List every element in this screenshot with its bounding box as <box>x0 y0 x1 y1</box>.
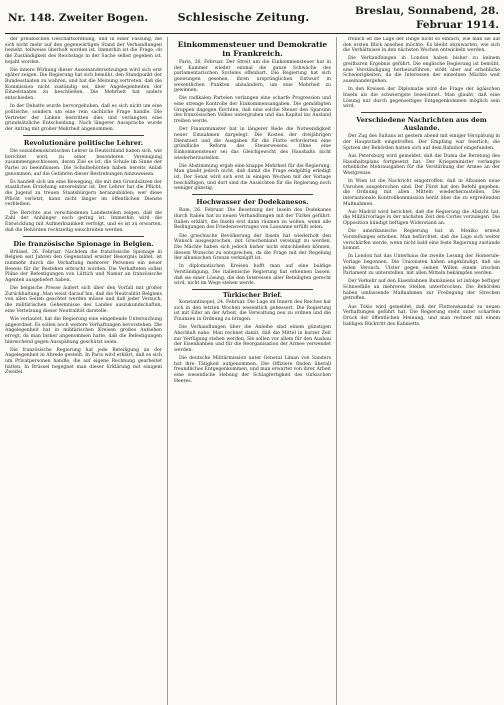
column-middle <box>174 37 337 705</box>
paragraph: Die Berichte aus verschiedenen Landesteilen zeigen, daß die Zahl der Anhänger noch gering ist. Immerhin wird die Entwicklung mit Aufmerksamkeit verfolgt, und es ist zu erwarten, daß die Behörden rechtzeitig einschreiten werden. <box>5 210 162 233</box>
paragraph: Rom, 26. Februar. Die Besetzung der Inseln des Dodekanes durch Italien hat zu neuen Verhandlungen mit der Türkei geführt. Italien erklärt, die Inseln erst dann räumen zu wollen, wenn alle Bedingungen des Friedensvertrages von Lausanne erfüllt seien. <box>174 208 331 231</box>
article-heading: Verschiedene Nachrichten aus dem Auslande. <box>356 116 487 133</box>
paragraph: Konstantinopel, 24. Februar. Die Lage im Innern des Reiches hat sich in den letzten Wochen wesentlich gebessert. Die Regierung ist mit Eifer an der Arbeit, die Verwaltung neu zu ordnen und die Finanzen in Ordnung zu bringen. <box>174 300 331 323</box>
masthead <box>5 4 500 32</box>
paragraph: Die belgische Presse äußert sich über den Vorfall mit großer Zurückhaltung. Man weist darauf hin, daß die Neutralität Belgiens von allen Seiten geachtet werden müsse und daß jeder Versuch, die militärischen Geheimnisse des Landes auszukundschaften, eine Verletzung dieser Neutralität darstelle. <box>5 286 162 314</box>
paragraph: Die Abstimmung ergab eine knappe Mehrheit für die Regierung. Man glaubt jedoch nicht, daß damit die Frage endgültig erledigt ist. Der Senat wird sich erst in einigen Wochen mit der Vorlage beschäftigen, und dort sind die Aussichten für die Regierung noch weniger günstig. <box>174 163 331 192</box>
article-heading: Einkommensteuer und Demokratie in Frankreich. <box>177 40 328 58</box>
paragraph: Paris, 26. Februar. Der Streit um die Einkommensteuer hat in der Kammer wieder einmal die ganze Schwäche des parlamentarischen Systems offenbart. Die Regierung hat sich gezwungen gesehen, ihren ursprünglichen Entwurf in wesentlichen Punkten abzuändern, um eine Mehrheit zu gewinnen. <box>174 60 331 94</box>
article-heading: Hochwasser der Dodekanesos. <box>196 198 309 207</box>
paragraph: Der Zug des Sultans ist gestern abend mit einiger Verspätung in der Hauptstadt eingetroffen. Der Empfang war feierlich; die Spitzen der Behörden hatten sich auf dem Bahnhof eingefunden. <box>343 134 500 151</box>
paragraph: Aus Madrid wird berichtet, daß die Regierung die Absicht hat, die Militärvorlage in der nächsten Zeit den Cortes vorzulegen. Die Opposition kündigt heftigen Widerstand an. <box>343 209 500 227</box>
paragraph: Die innere Wirkung dieser Auseinandersetzungen wird sich erst später zeigen. Die Regierung hat sich bemüht, den Standpunkt der Bundesstaaten zu wahren, und hat die Meinung vertreten, daß die Kommission nicht zuständig sei, über Angelegenheiten der Einzelstaaten zu beschließen. Die Mehrheit hat anders entschieden. <box>5 67 162 102</box>
columns <box>5 37 500 705</box>
paragraph: Der Finanzminister hat in längerer Rede die Notwendigkeit neuer Einnahmen dargelegt. Die Kosten der dreijährigen Dienstzeit und die Ausgaben für die Flotte erforderten eine gründliche Reform des Steuerwesens. Ohne eine Einkommensteuer sei das Gleichgewicht des Haushalts nicht wiederherzustellen. <box>174 127 331 161</box>
article-heading: Die französische Spionage in Belgien. <box>13 239 154 248</box>
paragraph: Die französische Regierung hat jede Beteiligung an der Angelegenheit in Abrede gestellt. In Paris wird erklärt, daß es sich um Privatpersonen handle, die auf eigene Rechnung gearbeitet hätten. In Brüssel begegnet man dieser Erklärung mit einigem Zweifel. <box>5 347 162 376</box>
article-heading: Revolutionäre politische Lehrer. <box>23 139 144 147</box>
paragraph: In den Kreisen der Diplomatie wird die Frage der ägäischen Inseln als die schwierigste bezeichnet. Man glaubt, daß eine Lösung nur durch gegenseitiges Entgegenkommen möglich sein wird. <box>343 87 500 110</box>
paragraph: der preußischen Geschäftsordnung, und in einer Fassung, die sich nicht mehr auf den gegenwärtigen Stand der Verhandlungen bezieht, teilweise überholt worden ist. Immerhin ist die Frage, ob die Zuständigkeit des Reichstags in der Sache selbst gegeben ist, bejaht worden. <box>5 37 162 65</box>
paragraph: Die Verhandlungen in London haben bisher zu keinem greifbaren Ergebnis geführt. Die englische Regierung ist bemüht, eine Verständigung herbeizuführen, stößt aber auf erhebliche Schwierigkeiten, da die Interessen der einzelnen Mächte weit auseinandergehen. <box>343 56 500 85</box>
paragraph: Der Verkehr auf den Eisenbahnen Rumäniens ist infolge heftiger Schneefälle an mehreren Stellen unterbrochen. Die Behörden haben umfassende Maßnahmen zur Freilegung der Strecken getroffen. <box>343 279 500 302</box>
paragraph: Die amerikanische Regierung hat in Mexiko erneut Vorstellungen erhoben. Man befürchtet, daß die Lage sich weiter verschärfen werde, wenn nicht bald eine feste Regierung zustande kommt. <box>343 229 500 252</box>
paragraph: Die radikalen Parteien verlangen eine scharfe Progression und eine strenge Kontrolle der Einkommensangaben. Die gemäßigten Gruppen dagegen fürchten, daß eine solche Steuer den Sparsinn des französischen Volkes untergraben und das Kapital ins Ausland treiben werde. <box>174 96 331 125</box>
paragraph: In diplomatischen Kreisen hofft man auf eine baldige Verständigung. Die italienische Regierung hat erkennen lassen, daß sie einer Lösung, die den Interessen aller Beteiligten gerecht wird, nicht im Wege stehen werde. <box>174 264 331 287</box>
paragraph: Es handelt sich um eine Bewegung, die mit den Grundsätzen der staatlichen Erziehung unvereinbar ist. Der Lehrer hat die Pflicht, die Jugend zu treuen Staatsbürgern heranzubilden; wer diese Pflicht verletzt, kann nicht länger im öffentlichen Dienste verbleiben. <box>5 179 162 208</box>
paragraph: In Wien ist die Nachricht eingetroffen, daß in Albanien neue Unruhen ausgebrochen sind. Der Fürst hat den Befehl gegeben, die Ordnung mit allen Mitteln wiederherzustellen. Die internationale Kontrollkommission berät über die zu ergreifenden Maßnahmen. <box>343 178 500 207</box>
place-date: Breslau, Sonnabend, 28. Februar 1914. <box>355 5 499 31</box>
divider <box>192 194 313 195</box>
paragraph: Brüssel, 26. Februar. Nachdem die französische Spionage in Belgien seit Jahren den Gegenstand ernster Besorgnis bildet, ist nunmehr durch die Verhaftung mehrerer Personen ein neuer Beweis für ihr Bestehen erbracht worden. Die Verhafteten sollen Pläne der Befestigungen von Lüttich und Namur an französische Agenten ausgeliefert haben. <box>5 249 162 283</box>
masthead-rule <box>5 33 500 34</box>
divider <box>23 236 144 237</box>
paragraph: Aus Tokio wird gemeldet, daß der Flottenskandal zu neuen Verhaftungen geführt hat. Die Regierung steht unter scharfem Druck der öffentlichen Meinung, und man rechnet mit einem baldigen Rücktritt des Kabinetts. <box>343 304 500 327</box>
paragraph: Die sozialdemokratischen Lehrer in Deutschland haben sich, wie berichtet wird, zu einer besonderen Vereinigung zusammengeschlossen, deren Ziel es ist, die Schule im Sinne der Partei zu beeinflussen. Die Schulbehörden haben bereits Anlaß genommen, auf die Gefahren dieser Bestrebungen hinzuweisen. <box>5 149 162 177</box>
column-right <box>343 37 500 705</box>
divider <box>192 289 313 290</box>
paragraph: Die griechische Bevölkerung der Inseln hat wiederholt den Wunsch ausgesprochen, mit Griechenland vereinigt zu werden. Die Mächte haben sich jedoch bisher nicht entschließen können, diesem Wunsche zu entsprechen, da die Frage mit der Regelung der albanischen Grenze verknüpft ist. <box>174 233 331 262</box>
paragraph: In London hat das Unterhaus die zweite Lesung der Homerule-Vorlage begonnen. Die Unionisten haben angekündigt, daß sie jeden Versuch, Ulster gegen seinen Willen einem irischen Parlament zu unterstellen, mit allen Mitteln bekämpfen werden. <box>343 254 500 277</box>
paragraph: Wie verlautet, hat die Regierung eine eingehende Untersuchung angeordnet. Es sollen noch weitere Verhaftungen bevorstehen. Die Angelegenheit hat in militärischen Kreisen großes Aufsehen erregt, da man bisher angenommen hatte, daß die Befestigungen hinreichend gegen Ausspähung geschützt seien. <box>5 316 162 345</box>
paragraph: freilich ist die Lage der Dinge nicht so einfach, wie man sie auf den ersten Blick ansehen möchte. Es bleibt abzuwarten, wie sich die Verhältnisse in den nächsten Wochen entwickeln werden. <box>343 37 500 54</box>
paragraph: Die deutsche Militärmission unter General Liman von Sanders hat ihre Tätigkeit aufgenommen. Die Offiziere finden überall freundliches Entgegenkommen, und man erwartet von ihrer Arbeit eine wesentliche Hebung der Schlagfertigkeit des türkischen Heeres. <box>174 356 331 384</box>
paragraph: Aus Petersburg wird gemeldet, daß die Duma die Beratung des Haushaltsplans fortgesetzt hat. Der Kriegsminister verlangte erhebliche Mehrausgaben für die Verstärkung der Armee an der Westgrenze. <box>343 153 500 176</box>
newspaper-title: Schlesische Zeitung. <box>177 11 310 24</box>
column-left <box>5 37 168 705</box>
article-heading: Türkischer Brief. <box>223 292 282 300</box>
divider <box>361 112 482 113</box>
divider <box>23 135 144 136</box>
paragraph: In der Debatte wurde hervorgehoben, daß es sich nicht um eine politische, sondern um eine rein sachliche Frage handle. Die Vertreter der Linken bestritten dies und verlangten eine grundsätzliche Entscheidung. Nach längerer Aussprache wurde der Antrag mit großer Mehrheit angenommen. <box>5 104 162 132</box>
paragraph: Die Verhandlungen über die Anleihe sind einem günstigen Abschluß nahe. Man rechnet damit, daß die Mittel in kurzer Zeit zur Verfügung stehen werden. Sie sollen vor allem für den Ausbau der Eisenbahnen und für die Reorganisation der Armee verwendet werden. <box>174 325 331 353</box>
issue-number: Nr. 148. Zweiter Bogen. <box>8 12 148 24</box>
